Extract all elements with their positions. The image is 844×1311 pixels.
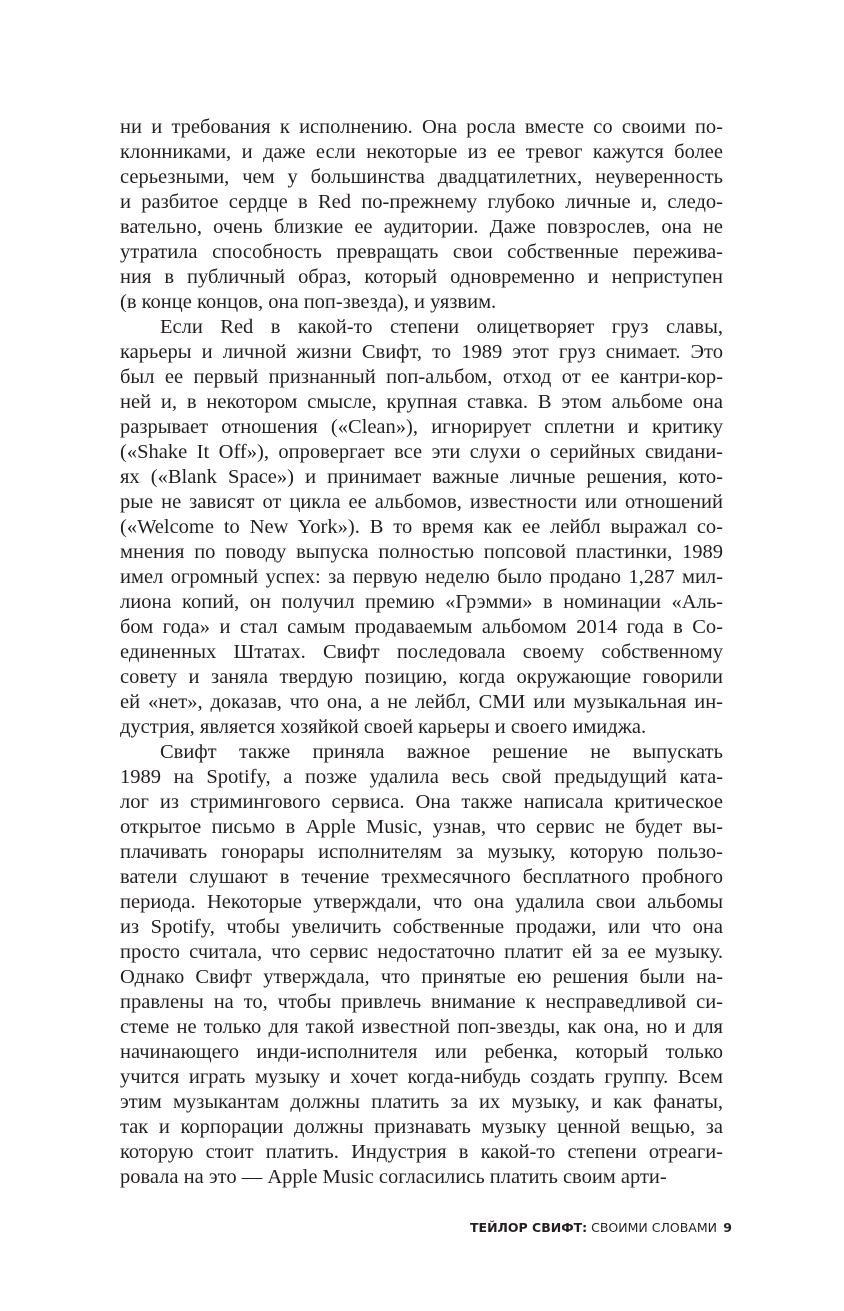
text-line: клонниками, и даже если некоторые из ее тревог кажутся более	[120, 141, 723, 163]
text-line: этим музыкантам должны платить за их музыку, и как фанаты,	[120, 1091, 723, 1113]
text-line: (в конце концов, она поп-звезда), и уязвим.	[120, 291, 497, 313]
text-line: периода. Некоторые утверждали, что она удалила свои альбомы	[120, 891, 723, 913]
text-line: («Shake It Off»), опровергает все эти слухи о серийных свидани-	[120, 441, 723, 463]
text-line: совету и заняла твердую позицию, когда окружающие говорили	[120, 666, 723, 688]
text-line: ей «нет», доказав, что она, а не лейбл, СМИ или музыкальная ин-	[120, 691, 723, 713]
footer-book-title: СВОИМИ СЛОВАМИ	[591, 1220, 717, 1235]
text-line: начинающего инди-исполнителя или ребенка, который только	[120, 1041, 723, 1063]
text-line: открытое письмо в Apple Music, узнав, что сервис не будет вы-	[120, 816, 723, 838]
text-line: из Spotify, чтобы увеличить собственные продажи, или что она	[120, 916, 723, 938]
text-line: карьеры и личной жизни Свифт, то 1989 этот груз снимает. Это	[120, 341, 723, 363]
text-line: и разбитое сердце в Red по-прежнему глубоко личные и, следо-	[120, 191, 723, 213]
text-line: правлены на то, чтобы привлечь внимание к несправедливой си-	[120, 991, 723, 1013]
footer-author: ТЕЙЛОР СВИФТ:	[470, 1220, 588, 1235]
page-number: 9	[723, 1220, 732, 1235]
text-line: утратила способность превращать свои собственные пережива-	[120, 241, 723, 263]
text-line: так и корпорации должны признавать музыку ценной вещью, за	[120, 1116, 723, 1138]
running-footer	[470, 1220, 732, 1235]
text-line: лиона копий, он получил премию «Грэмми» в номинации «Аль-	[120, 591, 723, 613]
text-line: бом года» и стал самым продаваемым альбомом 2014 года в Со-	[120, 616, 723, 638]
paragraph	[120, 115, 723, 315]
text-line: учится играть музыку и хочет когда-нибудь создать группу. Всем	[120, 1066, 723, 1088]
text-line: которую стоит платить. Индустрия в какой-то степени отреаги-	[120, 1141, 723, 1163]
text-line: Свифт также приняла важное решение не выпускать	[160, 741, 723, 763]
paragraph	[120, 315, 723, 740]
text-line: вательно, очень близкие ее аудитории. Даже повзрослев, она не	[120, 216, 723, 238]
text-line: просто считала, что сервис недостаточно платит ей за ее музыку.	[120, 941, 723, 963]
text-line: ях («Blank Space») и принимает важные личные решения, кото-	[120, 466, 723, 488]
text-line: лог из стримингового сервиса. Она также написала критическое	[120, 791, 723, 813]
text-line: мнения по поводу выпуска полностью попсовой пластинки, 1989	[120, 541, 723, 563]
text-line: («Welcome to New York»). В то время как ее лейбл выражал со-	[120, 516, 723, 538]
footer-title	[470, 1220, 717, 1235]
paragraph	[120, 740, 723, 1190]
text-line: дустрия, является хозяйкой своей карьеры и своего имиджа.	[120, 716, 647, 738]
text-line: имел огромный успех: за первую неделю было продано 1,287 мил-	[120, 566, 723, 588]
text-line: ния в публичный образ, который одновременно и неприступен	[120, 266, 723, 288]
text-line: был ее первый признанный поп-альбом, отход от ее кантри-кор-	[120, 366, 723, 388]
text-line: ни и требования к исполнению. Она росла вместе со своими по-	[120, 116, 723, 138]
text-line: 1989 на Spotify, а позже удалила весь свой предыдущий ката-	[120, 766, 723, 788]
text-line: рые не зависят от цикла ее альбомов, известности или отношений	[120, 491, 723, 513]
text-line: серьезными, чем у большинства двадцатилетних, неуверенность	[120, 166, 723, 188]
text-line: единенных Штатах. Свифт последовала своему собственному	[120, 641, 723, 663]
text-line: ватели слушают в течение трехмесячного бесплатного пробного	[120, 866, 723, 888]
text-line: ней и, в некотором смысле, крупная ставка. В этом альбоме она	[120, 391, 723, 413]
body-text	[120, 115, 723, 1190]
text-line: плачивать гонорары исполнителям за музыку, которую пользо-	[120, 841, 723, 863]
text-line: ровала на это — Apple Music согласились платить своим арти-	[120, 1166, 667, 1188]
text-line: Однако Свифт утверждала, что принятые ею решения были на-	[120, 966, 723, 988]
text-line: Если Red в какой-то степени олицетворяет груз славы,	[160, 316, 723, 338]
text-line: стеме не только для такой известной поп-звезды, как она, но и для	[120, 1016, 723, 1038]
text-line: разрывает отношения («Clean»), игнорирует сплетни и критику	[120, 416, 723, 438]
